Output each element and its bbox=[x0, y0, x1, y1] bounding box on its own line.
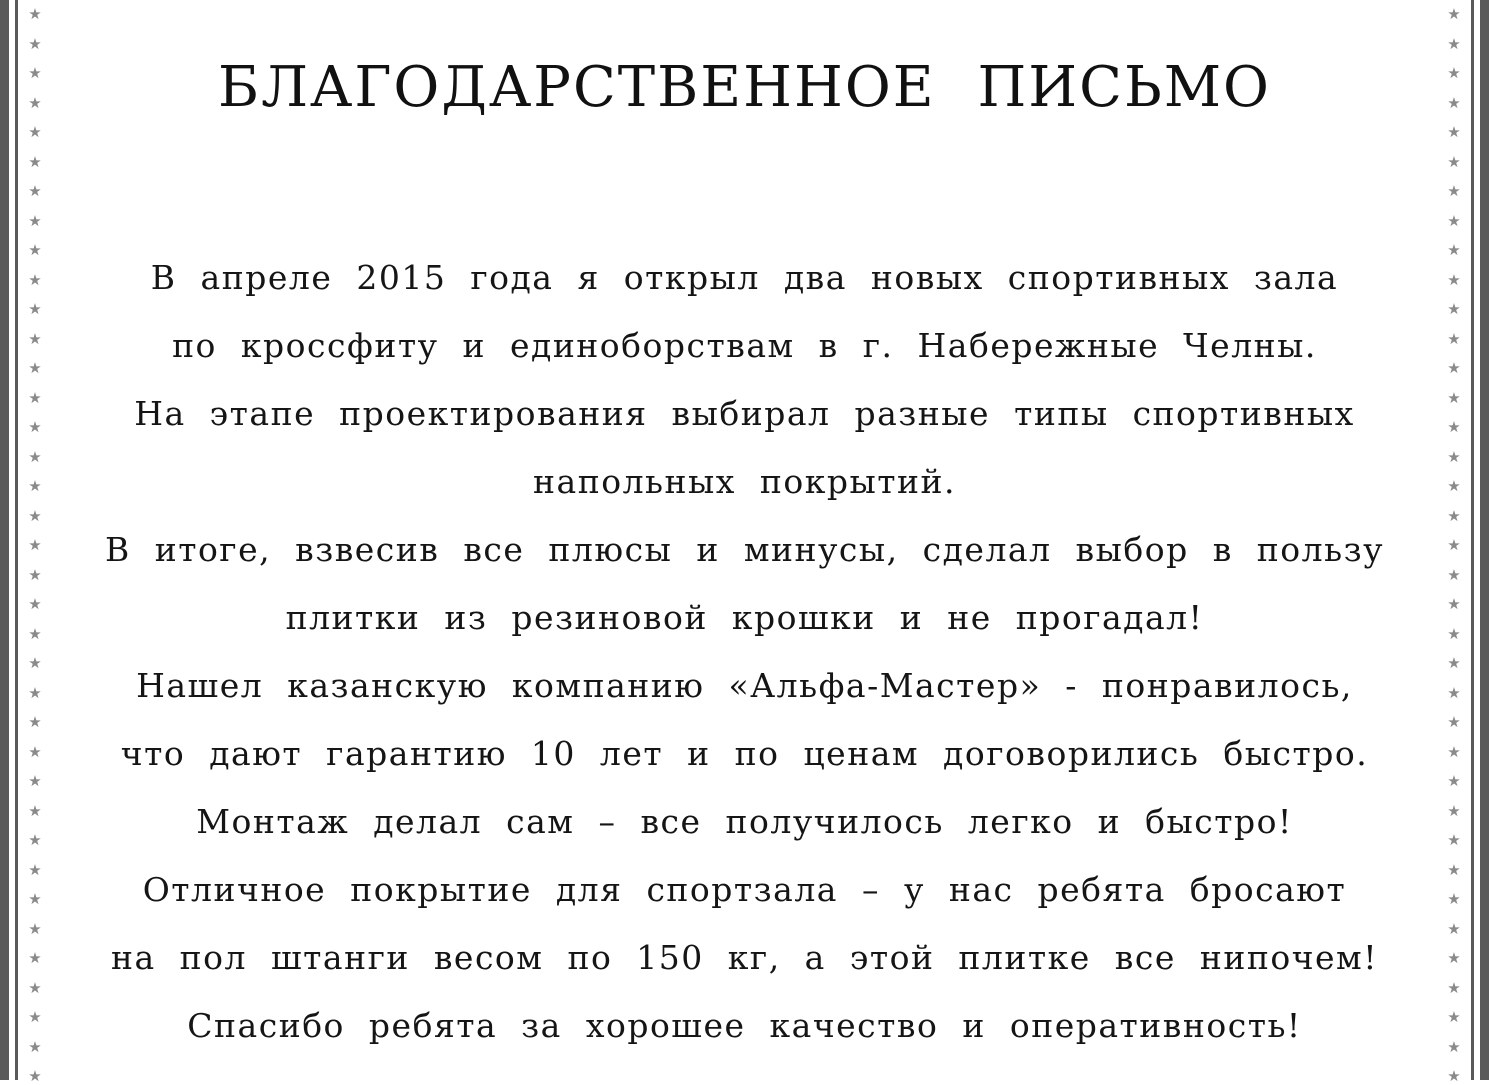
star-icon: ★ bbox=[1447, 919, 1461, 938]
letter-line: Отличное покрытие для спортзала – у нас ребята бросают bbox=[142, 870, 1347, 909]
star-icon: ★ bbox=[1447, 949, 1461, 967]
star-icon: ★ bbox=[28, 683, 42, 702]
star-icon: ★ bbox=[28, 742, 42, 761]
star-icon: ★ bbox=[28, 1008, 42, 1026]
star-icon: ★ bbox=[1447, 388, 1461, 407]
star-icon: ★ bbox=[1447, 831, 1461, 849]
star-icon: ★ bbox=[28, 772, 42, 790]
star-icon: ★ bbox=[28, 860, 42, 879]
letter-line: по кроссфиту и единоборствам в г. Набережные Челны. bbox=[172, 326, 1317, 365]
star-icon: ★ bbox=[1447, 477, 1461, 495]
left-border-thick-bar bbox=[0, 0, 9, 1080]
letter-line: на пол штанги весом по 150 кг, а этой плитке все нипочем! bbox=[110, 938, 1378, 977]
letter-line: Спасибо ребята за хорошее качество и оперативность! bbox=[187, 1006, 1302, 1045]
star-icon: ★ bbox=[28, 93, 42, 112]
star-icon: ★ bbox=[1447, 300, 1461, 318]
star-icon: ★ bbox=[1447, 5, 1461, 23]
letter-line: что дают гарантию 10 лет и по ценам договорились быстро. bbox=[120, 734, 1369, 773]
star-icon: ★ bbox=[28, 241, 42, 259]
star-icon: ★ bbox=[1447, 624, 1461, 643]
star-icon: ★ bbox=[28, 831, 42, 849]
star-icon: ★ bbox=[28, 123, 42, 141]
star-icon: ★ bbox=[1447, 801, 1461, 820]
letter-title: БЛАГОДАРСТВЕННОЕ ПИСЬМО bbox=[218, 55, 1271, 120]
star-icon: ★ bbox=[28, 890, 42, 908]
star-icon: ★ bbox=[1447, 359, 1461, 377]
star-icon: ★ bbox=[1447, 772, 1461, 790]
letter-line: Монтаж делал сам – все получилось легко и быстро! bbox=[196, 802, 1293, 841]
star-icon: ★ bbox=[1447, 270, 1461, 289]
star-icon: ★ bbox=[28, 595, 42, 613]
letter-line: На этапе проектирования выбирал разные типы спортивных bbox=[134, 394, 1355, 433]
star-icon: ★ bbox=[1447, 182, 1461, 200]
star-icon: ★ bbox=[28, 300, 42, 318]
star-icon: ★ bbox=[28, 565, 42, 584]
star-icon: ★ bbox=[28, 654, 42, 672]
star-icon: ★ bbox=[1447, 211, 1461, 230]
star-icon: ★ bbox=[1447, 713, 1461, 731]
star-icon: ★ bbox=[1447, 1037, 1461, 1056]
star-icon: ★ bbox=[28, 713, 42, 731]
star-icon: ★ bbox=[28, 978, 42, 997]
star-icon: ★ bbox=[28, 949, 42, 967]
star-icon: ★ bbox=[28, 477, 42, 495]
star-icon: ★ bbox=[1447, 1067, 1461, 1085]
star-icon: ★ bbox=[1447, 565, 1461, 584]
star-icon: ★ bbox=[28, 64, 42, 82]
star-icon: ★ bbox=[28, 34, 42, 53]
star-icon: ★ bbox=[1447, 447, 1461, 466]
letter-line: напольных покрытий. bbox=[533, 462, 956, 501]
star-icon: ★ bbox=[28, 801, 42, 820]
letter-line: В апреле 2015 года я открыл два новых спортивных зала bbox=[150, 258, 1339, 297]
star-icon: ★ bbox=[28, 211, 42, 230]
star-icon: ★ bbox=[28, 359, 42, 377]
right-border-stars bbox=[1444, 0, 1464, 1085]
star-icon: ★ bbox=[1447, 860, 1461, 879]
star-icon: ★ bbox=[1447, 654, 1461, 672]
star-icon: ★ bbox=[1447, 152, 1461, 171]
star-icon: ★ bbox=[28, 506, 42, 525]
star-icon: ★ bbox=[28, 919, 42, 938]
star-icon: ★ bbox=[1447, 64, 1461, 82]
star-icon: ★ bbox=[1447, 34, 1461, 53]
star-icon: ★ bbox=[1447, 978, 1461, 997]
star-icon: ★ bbox=[1447, 241, 1461, 259]
star-icon: ★ bbox=[1447, 418, 1461, 436]
star-icon: ★ bbox=[28, 1037, 42, 1056]
letter-body bbox=[60, 244, 1429, 1060]
left-border-stars bbox=[25, 0, 45, 1085]
star-icon: ★ bbox=[1447, 329, 1461, 348]
star-icon: ★ bbox=[28, 5, 42, 23]
star-icon: ★ bbox=[28, 624, 42, 643]
letter-line: плитки из резиновой крошки и не прогадал! bbox=[285, 598, 1204, 637]
right-border-thick-bar bbox=[1480, 0, 1489, 1080]
star-icon: ★ bbox=[1447, 123, 1461, 141]
star-icon: ★ bbox=[28, 182, 42, 200]
star-icon: ★ bbox=[28, 329, 42, 348]
right-border-thin-bar bbox=[1471, 0, 1474, 1080]
star-icon: ★ bbox=[1447, 890, 1461, 908]
star-icon: ★ bbox=[28, 1067, 42, 1085]
star-icon: ★ bbox=[28, 270, 42, 289]
star-icon: ★ bbox=[1447, 1008, 1461, 1026]
left-star-border bbox=[0, 0, 48, 1085]
star-icon: ★ bbox=[28, 152, 42, 171]
star-icon: ★ bbox=[1447, 536, 1461, 554]
star-icon: ★ bbox=[1447, 93, 1461, 112]
star-icon: ★ bbox=[1447, 595, 1461, 613]
star-icon: ★ bbox=[1447, 742, 1461, 761]
star-icon: ★ bbox=[1447, 506, 1461, 525]
star-icon: ★ bbox=[28, 447, 42, 466]
letter-line: В итоге, взвесив все плюсы и минусы, сделал выбор в пользу bbox=[104, 530, 1385, 569]
star-icon: ★ bbox=[28, 418, 42, 436]
star-icon: ★ bbox=[28, 536, 42, 554]
letter-line: Нашел казанскую компанию «Альфа-Мастер» - понравилось, bbox=[136, 666, 1353, 705]
left-border-thin-bar bbox=[15, 0, 18, 1080]
right-star-border bbox=[1441, 0, 1489, 1085]
star-icon: ★ bbox=[28, 388, 42, 407]
star-icon: ★ bbox=[1447, 683, 1461, 702]
